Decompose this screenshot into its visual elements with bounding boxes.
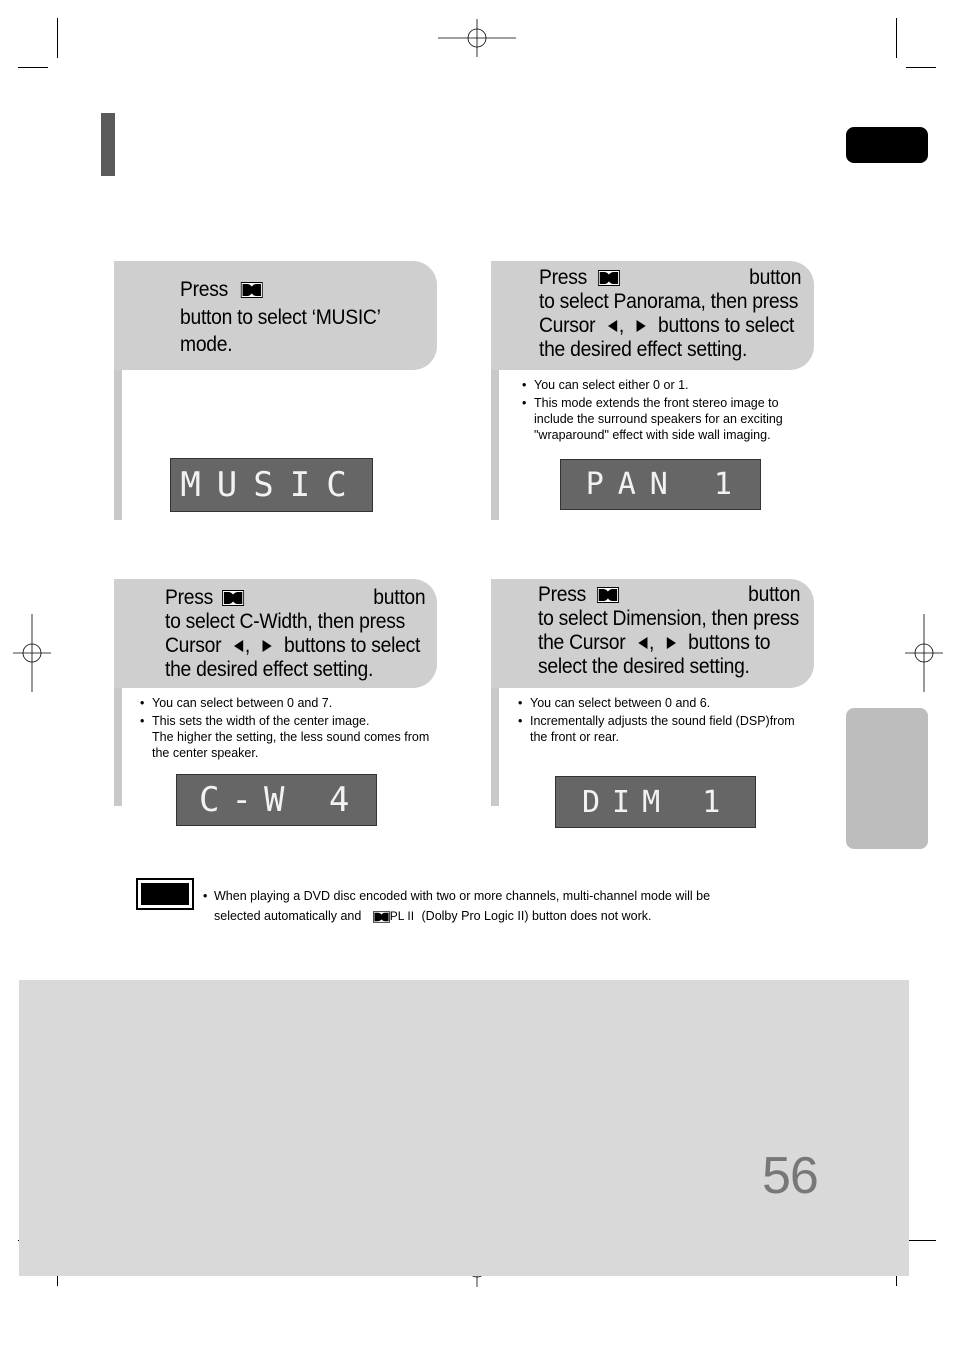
left-arrow-icon [232, 639, 245, 653]
note-line: selected automatically and [214, 909, 362, 923]
bottom-panel [19, 980, 909, 1276]
chapter-side-tab [846, 708, 928, 849]
crop-mark [906, 1240, 936, 1241]
instruction-text: the desired effect setting. [539, 338, 748, 361]
lcd-display [176, 774, 377, 826]
instruction-text: Cursor [165, 634, 222, 657]
instruction-text: to select Dimension, then press [538, 607, 799, 630]
cwidth-instruction [165, 586, 425, 682]
instruction-text: the Cursor [538, 631, 626, 654]
right-arrow-icon [635, 319, 648, 333]
note-continuation: the center speaker. [152, 746, 259, 760]
instruction-bubble-gap [122, 688, 130, 806]
crop-mark [57, 18, 58, 58]
registration-mark-icon [13, 614, 51, 692]
lcd-text: C-W 4 [199, 780, 362, 820]
dimension-notes [518, 695, 795, 745]
dolby-icon [240, 282, 262, 298]
lcd-display [555, 776, 756, 828]
instruction-text: mode. [180, 333, 233, 356]
dolby-icon [222, 590, 244, 606]
crop-mark [18, 67, 48, 68]
lcd-text: MUSIC [180, 465, 363, 505]
lcd-display [170, 458, 373, 512]
instruction-text: button [748, 583, 801, 606]
crop-mark [906, 67, 936, 68]
note-text: • When playing a DVD disc encoded with two or more channels, multi-channel mode will be selected automatically and PL II (Dolby Pro Logic II) button does not work. [203, 889, 711, 923]
left-arrow-icon [636, 636, 649, 650]
dimension-instruction [538, 583, 800, 679]
note-bullet: • This mode extends the front stereo image to [522, 395, 783, 411]
instruction-text: , [648, 631, 655, 654]
instruction-text: buttons to select [658, 314, 795, 337]
instruction-text: button [373, 586, 426, 609]
note-line: (Dolby Pro Logic II) button does not work. [421, 909, 652, 923]
note-bullet: • You can select either 0 or 1. [522, 377, 783, 393]
note-continuation: "wraparound" effect with side wall imaging. [534, 428, 771, 442]
instruction-text: to select C-Width, then press [165, 610, 406, 633]
dolby-icon [597, 587, 619, 603]
note-continuation: The higher the setting, the less sound comes from [152, 730, 430, 744]
instruction-text: Press [538, 583, 587, 606]
page-number: 56 [762, 1147, 818, 1205]
instruction-text: the desired effect setting. [165, 658, 374, 681]
instruction-text: select the desired setting. [538, 655, 750, 678]
instruction-text: button [749, 266, 802, 289]
left-arrow-icon [606, 319, 619, 333]
instruction-text: button to select ‘MUSIC’ [180, 305, 381, 329]
note-continuation: include the surround speakers for an exciting [534, 412, 783, 426]
instruction-text: buttons to [688, 631, 771, 654]
crop-mark [896, 18, 897, 58]
panorama-notes [522, 377, 783, 443]
dolby-icon [598, 270, 620, 286]
lcd-text: DIM 1 [582, 784, 733, 820]
note-line: When playing a DVD disc encoded with two or more channels, multi-channel mode will be [214, 889, 711, 903]
instruction-text: , [244, 634, 250, 657]
instruction-bubble-gap [122, 370, 130, 520]
header-bar [101, 113, 115, 176]
instruction-text: buttons to select [284, 634, 421, 657]
music-instruction [180, 276, 381, 359]
instruction-text: , [618, 314, 624, 337]
right-arrow-icon [665, 636, 678, 650]
panorama-instruction [539, 266, 801, 362]
note-bullet: • Incrementally adjusts the sound field (DSP)from [518, 713, 795, 729]
instruction-text: to select Panorama, then press [539, 290, 799, 313]
instruction-bubble-gap [499, 688, 507, 806]
lcd-text: PAN 1 [585, 467, 746, 502]
note-label-box [136, 878, 194, 910]
instruction-bubble-gap [499, 370, 507, 520]
dolby-icon [373, 911, 390, 923]
registration-mark-icon [905, 614, 943, 692]
language-tab [846, 127, 928, 163]
note-continuation: the front or rear. [530, 730, 619, 744]
instruction-text: Press [165, 586, 214, 609]
cwidth-notes [140, 695, 429, 761]
note-bullet: • You can select between 0 and 6. [518, 695, 795, 711]
pl-label: PL II [389, 909, 415, 923]
note-bullet: • This sets the width of the center image. [140, 713, 429, 729]
right-arrow-icon [261, 639, 274, 653]
instruction-text: Press [180, 278, 229, 301]
lcd-display [560, 459, 761, 510]
registration-mark-icon [438, 19, 516, 57]
instruction-text: Press [539, 266, 588, 289]
note-bullet: • You can select between 0 and 7. [140, 695, 429, 711]
instruction-text: Cursor [539, 314, 596, 337]
